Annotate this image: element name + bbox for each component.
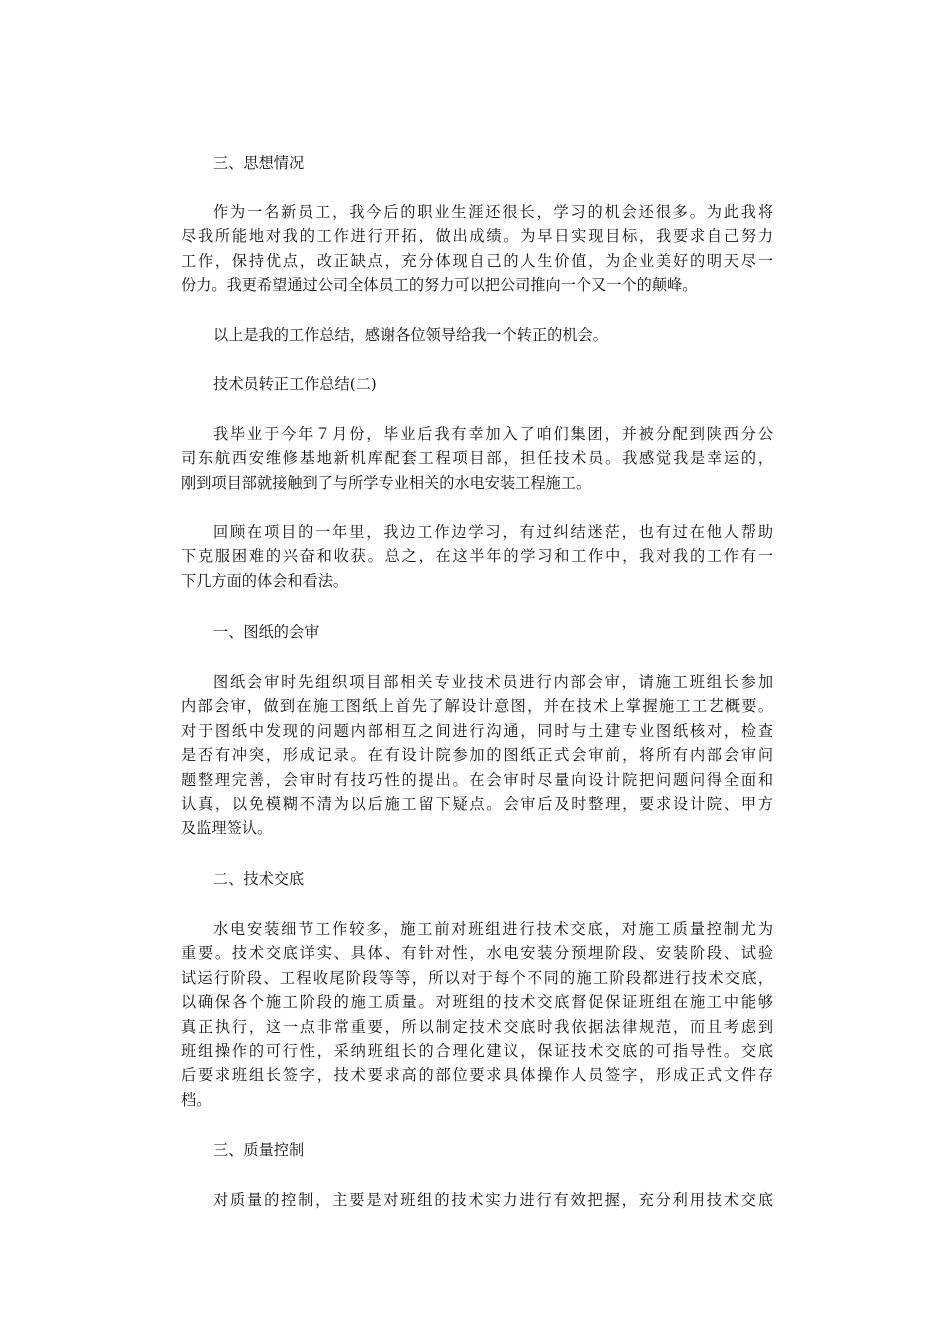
paragraph-graduation <box>181 422 773 495</box>
paragraph-quality-control <box>181 1188 773 1212</box>
paragraph-line: 司东航西安维修基地新机库配套工程项目部，担任技术员。我感觉我是幸运的， <box>181 449 773 468</box>
paragraph-drawing-review <box>181 670 773 841</box>
heading-line: 一、图纸的会审 <box>213 623 320 641</box>
paragraph-line: 刚到项目部就接触到了与所学专业相关的水电安装工程施工。 <box>181 473 592 492</box>
paragraph-line: 认真，以免模糊不清为以后施工留下疑点。会审后及时整理，要求设计院、甲方 <box>181 795 773 814</box>
paragraph-career-outlook <box>181 200 773 298</box>
paragraph-line: 以上是我的工作总结，感谢各位领导给我一个转正的机会。 <box>213 326 608 344</box>
section-heading-thoughts <box>181 151 773 175</box>
paragraph-line: 图纸会审时先组织项目部相关专业技术员进行内部会审，请施工班组长参加 <box>213 673 773 691</box>
paragraph-line: 下克服困难的兴奋和收获。总之，在这半年的学习和工作中，我对我的工作有一 <box>181 547 773 566</box>
paragraph-line: 份力。我更希望通过公司全体员工的努力可以把公司推向一个又一个的颠峰。 <box>181 276 698 295</box>
document-subtitle <box>181 372 773 396</box>
heading-line: 三、思想情况 <box>213 154 305 172</box>
paragraph-line: 我毕业于今年７月份，毕业后我有幸加入了咱们集团，并被分配到陕西分公 <box>213 425 773 443</box>
paragraph-line: 内部会审，做到在施工图纸上首先了解设计意图，并在技术上掌握施工工艺概要。 <box>181 697 773 716</box>
paragraph-closing-thanks <box>181 323 773 347</box>
heading-line: 技术员转正工作总结(二) <box>213 375 377 393</box>
heading-line: 二、技术交底 <box>213 870 305 888</box>
section-heading-quality-control <box>181 1138 773 1162</box>
paragraph-technical-briefing <box>181 917 773 1112</box>
paragraph-line: 对质量的控制，主要是对班组的技术实力进行有效把握，充分利用技术交底 <box>213 1191 773 1209</box>
paragraph-line: 对于图纸中发现的问题内部相互之间进行沟通，同时与土建专业图纸核对，检查 <box>181 721 773 740</box>
paragraph-line: 及监理签认。 <box>181 819 273 838</box>
paragraph-line: 试运行阶段、工程收尾阶段等等，所以对于每个不同的施工阶段都进行技术交底， <box>181 968 773 987</box>
paragraph-line: 作为一名新员工，我今后的职业生涯还很长，学习的机会还很多。为此我将 <box>213 203 773 221</box>
paragraph-line: 工作，保持优点，改正缺点，充分体现自己的人生价值，为企业美好的明天尽一 <box>181 251 773 270</box>
heading-line: 三、质量控制 <box>213 1141 305 1159</box>
paragraph-line: 重要。技术交底详实、具体、有针对性，水电安装分预埋阶段、安装阶段、试验 <box>181 944 773 963</box>
paragraph-line: 题整理完善，会审时有技巧性的提出。在会审时尽量向设计院把问题问得全面和 <box>181 770 773 789</box>
paragraph-line: 尽我所能地对我的工作进行开拓，做出成绩。为早日实现目标，我要求自己努力 <box>181 227 773 246</box>
paragraph-line: 是否有冲突，形成记录。在有设计院参加的图纸正式会审前，将所有内部会审问 <box>181 746 773 765</box>
section-heading-drawing-review <box>181 620 773 644</box>
paragraph-line: 回顾在项目的一年里，我边工作边学习，有过纠结迷茫，也有过在他人帮助 <box>213 523 773 541</box>
paragraph-line: 下几方面的体会和看法。 <box>181 571 349 590</box>
paragraph-line: 档。 <box>181 1090 212 1109</box>
paragraph-line: 真正执行，这一点非常重要，所以制定技术交底时我依据法律规范，而且考虑到 <box>181 1017 773 1036</box>
paragraph-line: 水电安装细节工作较多，施工前对班组进行技术交底，对施工质量控制尤为 <box>213 920 773 938</box>
paragraph-line: 班组操作的可行性，采纳班组长的合理化建议，保证技术交底的可指导性。交底 <box>181 1042 773 1061</box>
section-heading-technical-briefing <box>181 867 773 891</box>
paragraph-line: 后要求班组长签字，技术要求高的部位要求具体操作人员签字，形成正式文件存 <box>181 1066 773 1085</box>
paragraph-line: 以确保各个施工阶段的施工质量。对班组的技术交底督促保证班组在施工中能够 <box>181 993 773 1012</box>
paragraph-review <box>181 520 773 593</box>
